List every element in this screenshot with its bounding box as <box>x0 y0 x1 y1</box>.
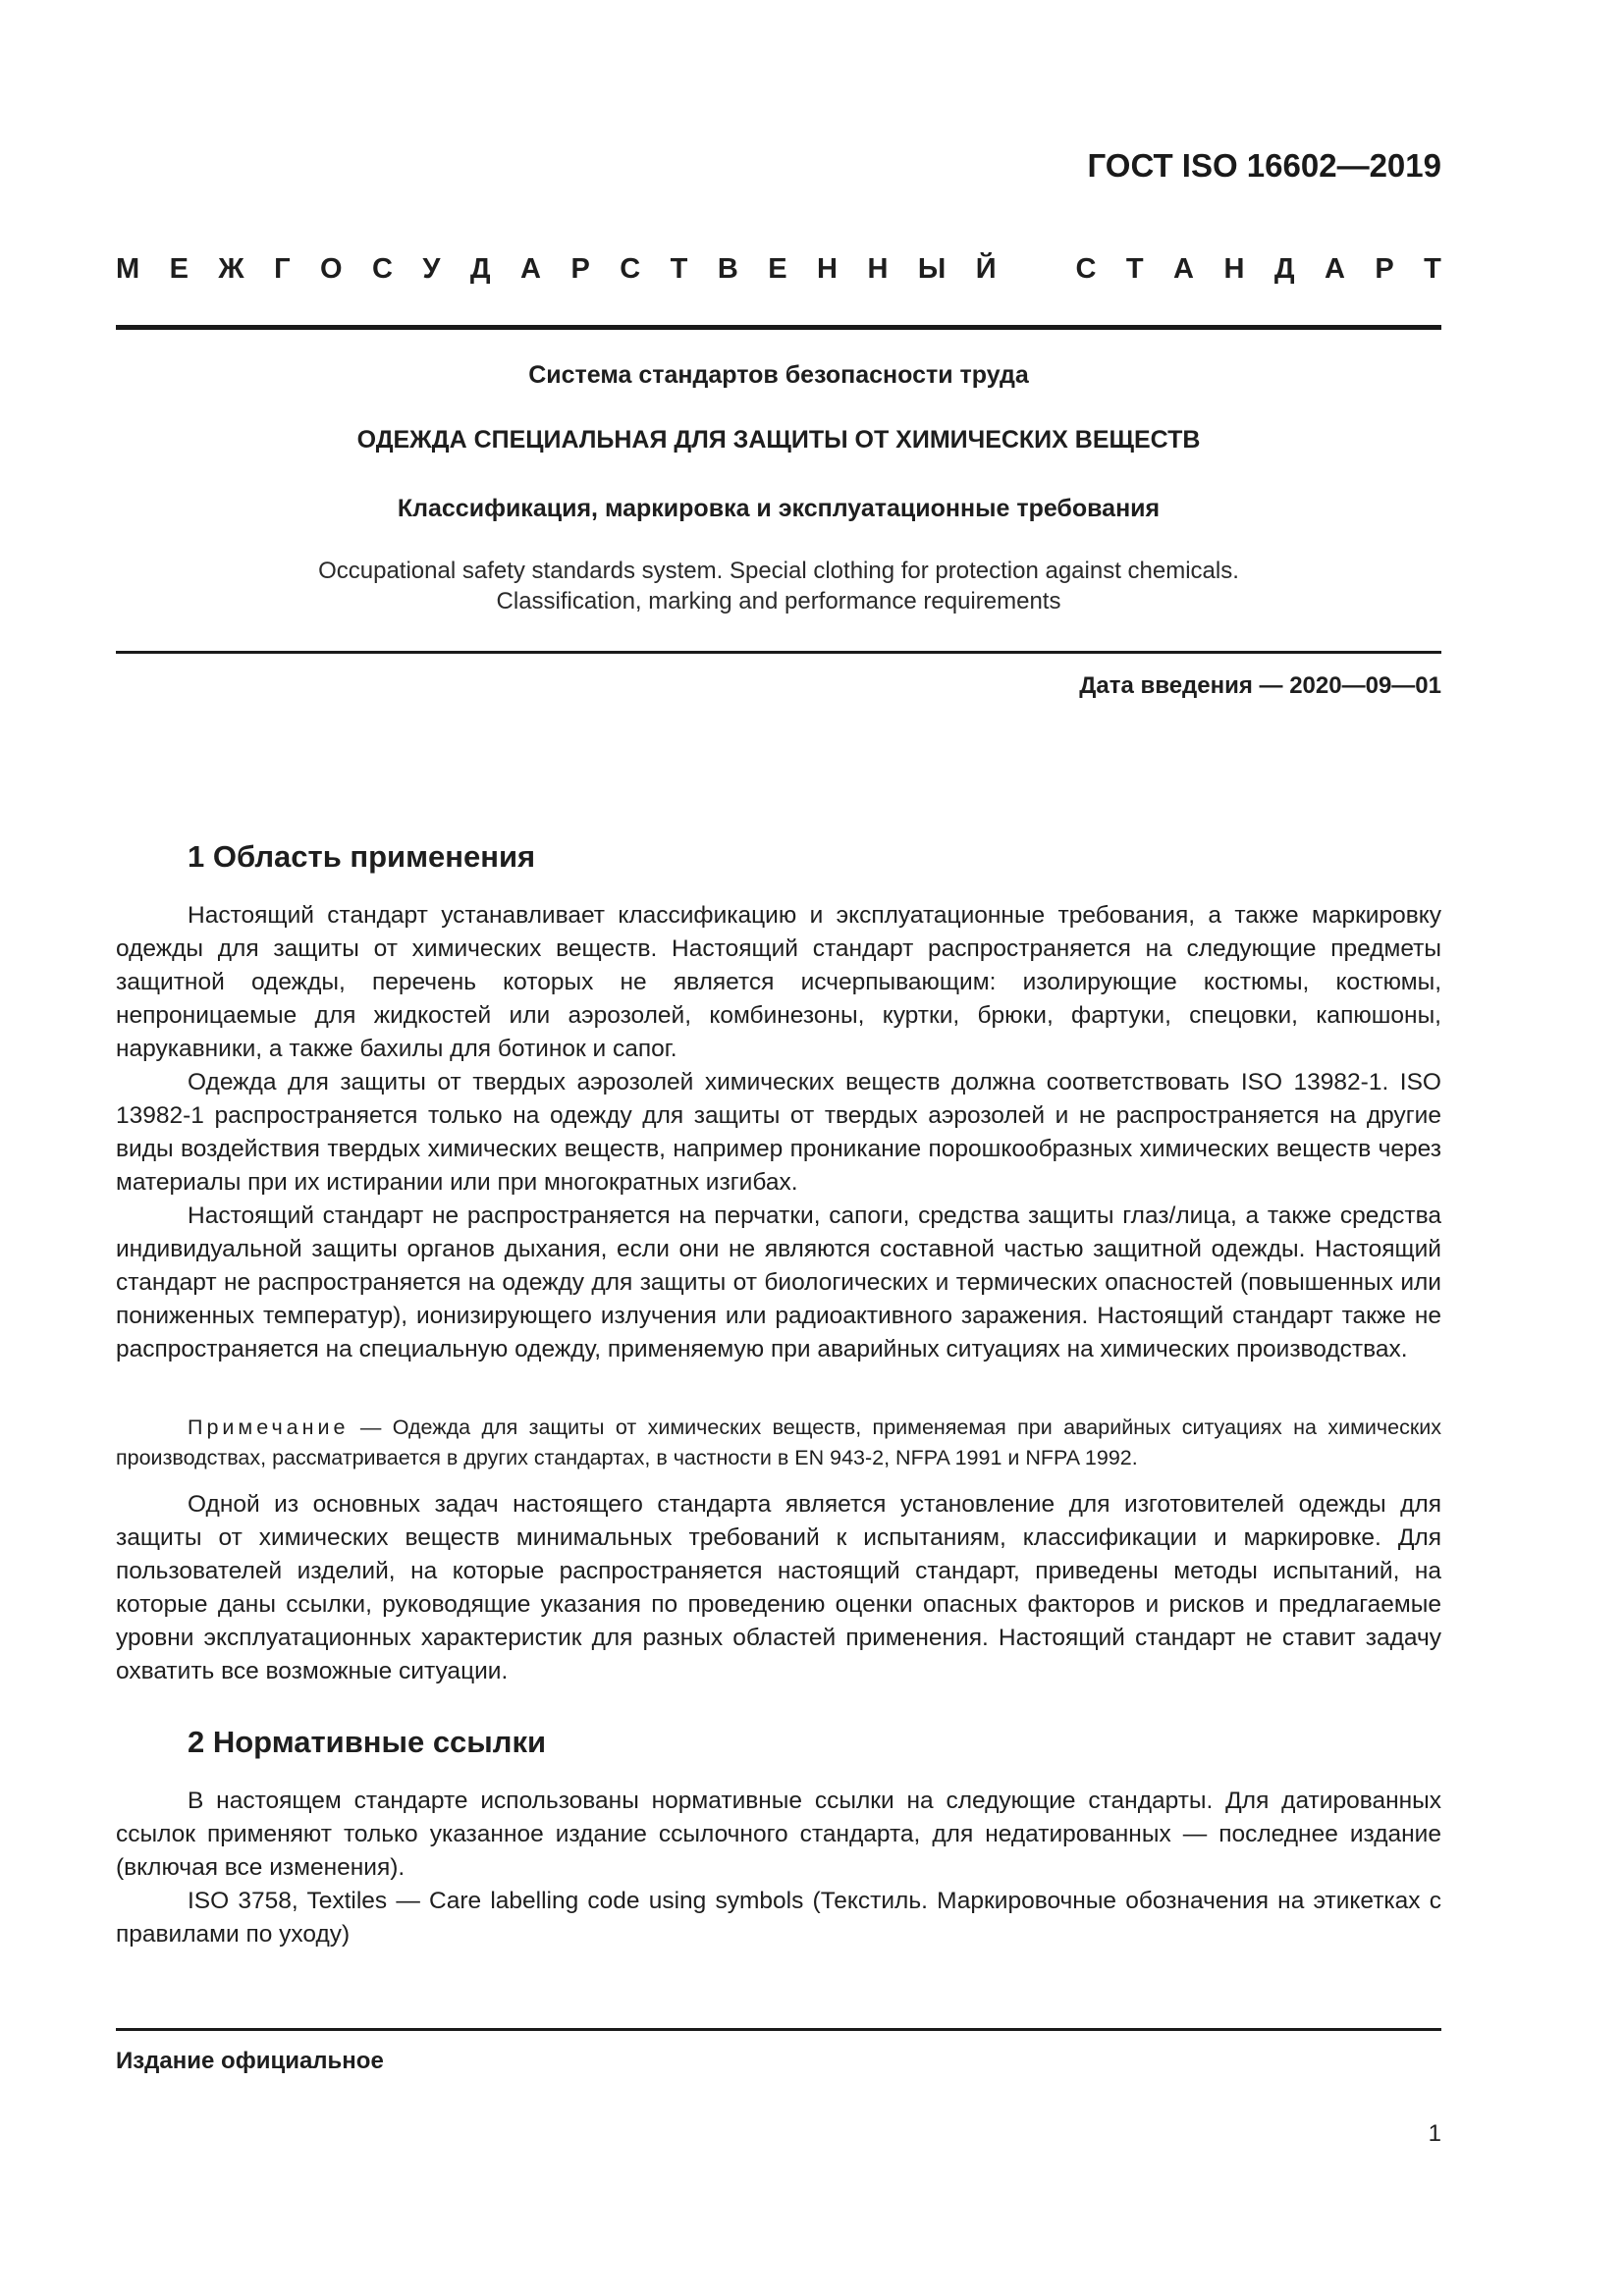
sub-title: Классификация, маркировка и эксплуатационные требования <box>397 495 1161 522</box>
system-title: Система стандартов безопасности труда <box>528 361 1029 389</box>
document-code: ГОСТ ISO 16602—2019 <box>1087 147 1441 184</box>
title-divider <box>116 651 1441 654</box>
interstate-letter: Е <box>169 253 189 285</box>
interstate-letter: Д <box>1273 253 1295 285</box>
section-2-paragraph-2: ISO 3758, Textiles — Care labelling code using symbols (Текстиль. Маркировочные обозначения на этикетках с правилами по уходу) <box>116 1888 1441 1948</box>
interstate-letter: В <box>717 253 738 285</box>
section-1-heading: 1 Область применения <box>188 839 536 874</box>
interstate-letter: С <box>372 253 393 285</box>
interstate-letter: Д <box>469 253 491 285</box>
interstate-letter: Н <box>867 253 889 285</box>
interstate-letter: С <box>620 253 641 285</box>
interstate-letter: Й <box>975 253 997 285</box>
english-title <box>116 556 1441 616</box>
interstate-letter: Ы <box>917 253 947 285</box>
interstate-letter: С <box>1075 253 1097 285</box>
english-title-line-2: Classification, marking and performance requirements <box>496 588 1061 614</box>
note-text: — Одежда для защиты от химических веществ, применяемая при аварийных ситуациях на химических производствах, рассматривается в других стандартах, в частности в EN 943-2, NFPA 1991 и NFPA 1992. <box>116 1415 1441 1469</box>
interstate-letter: Р <box>1375 253 1394 285</box>
section-1-paragraph-1: Настоящий стандарт устанавливает классификацию и эксплуатационные требования, а также маркировку одежды для защиты от химических веществ. Настоящий стандарт распространяется на следующие предметы защитной одежды, перечень которых не является исчерпывающим: изолирующие костюмы, костюмы, непроницаемые для жидкостей или аэрозолей, комбинезоны, куртки, брюки, фартуки, спецовки, капюшоны, нарукавники, а также бахилы для ботинок и сапог. <box>116 902 1441 1062</box>
footer-divider <box>116 2028 1441 2031</box>
interstate-letter: А <box>1324 253 1345 285</box>
interstate-letter-gap <box>1026 253 1046 286</box>
interstate-letter: Г <box>274 253 291 285</box>
interstate-letter: Т <box>1424 253 1441 285</box>
interstate-letter: О <box>320 253 343 285</box>
note-label: Примечание <box>188 1415 350 1439</box>
interstate-standard-heading <box>116 253 1441 286</box>
section-1-note <box>116 1413 1441 1473</box>
section-2-heading: 2 Нормативные ссылки <box>188 1725 547 1759</box>
interstate-letter: М <box>116 253 140 285</box>
section-2-paragraph-1: В настоящем стандарте использованы нормативные ссылки на следующие стандарты. Для датированных ссылок применяют только указанное издание ссылочного стандарта, для недатированных — последнее издание (включая все изменения). <box>116 1788 1441 1881</box>
section-1-paragraph-2: Одежда для защиты от твердых аэрозолей химических веществ должна соответствовать ISO 13982-1. ISO 13982-1 распространяется только на одежду для защиты от твердых аэрозолей и не распространяется на другие виды воздействия твердых химических веществ, например проникание порошкообразных химических веществ через материалы при их истирании или при многократных изгибах. <box>116 1069 1441 1196</box>
english-title-line-1: Occupational safety standards system. Special clothing for protection against chemicals. <box>318 558 1239 584</box>
interstate-letter: Е <box>768 253 787 285</box>
section-1-paragraph-3: Настоящий стандарт не распространяется на перчатки, сапоги, средства защиты глаз/лица, а также средства индивидуальной защиты органов дыхания, если они не являются составной частью защитной одежды. Настоящий стандарт не распространяется на одежду для защиты от биологических и термических опасностей (повышенных или пониженных температур), ионизирующего излучения или радиоактивного заражения. Настоящий стандарт также не распространяется на специальную одежду, применяемую при аварийных ситуациях на химических производствах. <box>116 1202 1441 1362</box>
interstate-letter: У <box>422 253 441 285</box>
interstate-letter: А <box>1173 253 1194 285</box>
interstate-letter: Ж <box>218 253 244 285</box>
official-edition-label: Издание официальное <box>116 2048 384 2074</box>
interstate-letter: А <box>520 253 541 285</box>
interstate-letter: Т <box>670 253 688 285</box>
introduction-date: Дата введения — 2020—09—01 <box>1079 672 1441 699</box>
top-divider <box>116 325 1441 330</box>
section-1-paragraph-4: Одной из основных задач настоящего стандарта является установление для изготовителей одежды для защиты от химических веществ минимальных требований к испытаниям, классификации и маркировке. Для пользователей изделий, на которые распространяется настоящий стандарт, приведены методы испытаний, на которые даны ссылки, руководящие указания по проведению оценки опасных факторов и рисков и предлагаемые уровни эксплуатационных характеристик для разных областей применения. Настоящий стандарт не ставит задачу охватить все возможные ситуации. <box>116 1491 1441 1684</box>
interstate-letter: Н <box>817 253 838 285</box>
interstate-letter: Р <box>570 253 590 285</box>
interstate-letter: Т <box>1125 253 1144 285</box>
page-number: 1 <box>1428 2120 1441 2147</box>
main-title: ОДЕЖДА СПЕЦИАЛЬНАЯ ДЛЯ ЗАЩИТЫ ОТ ХИМИЧЕСКИХ ВЕЩЕСТВ <box>356 426 1201 454</box>
interstate-letter: Н <box>1223 253 1245 285</box>
